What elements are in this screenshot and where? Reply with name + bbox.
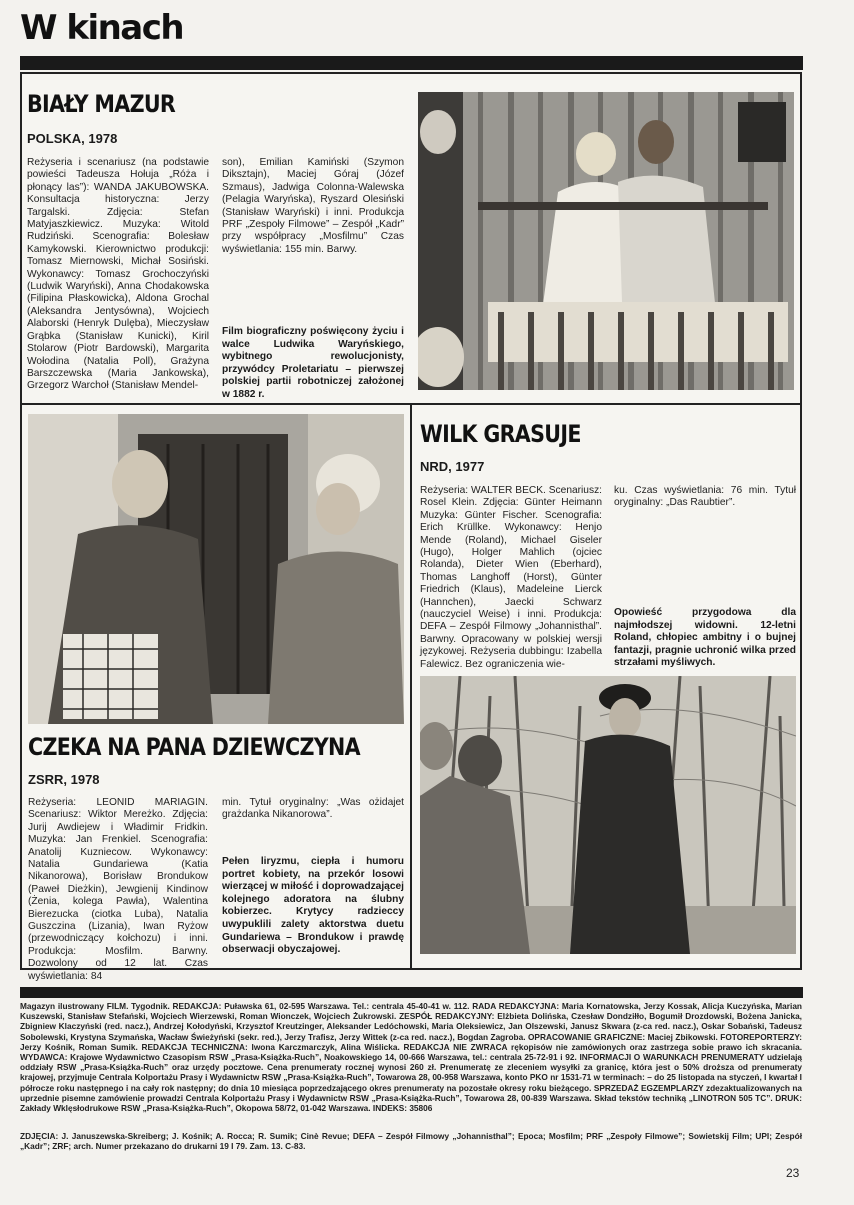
film-still-photo xyxy=(418,92,794,390)
film-credits-col1: Reżyseria i scenariusz (na podstawie powieści Tadeusza Hołuja „Róża i płonący las”): WANDA JAKUBOWSKA. Konsultacja historyczna: Jerzy Targalski. Zdjęcia: Stefan Matyjaszkiewicz. Muzyka: Witold Rudziński. Scenografia: Bolesław Kamykowski. Kierownictwo produkcji: Tomasz Miernowski, Michał Sosiński. Wykonawcy: Tomasz Grochoczyński (Ludwik Waryński), Anna Chodakowska (Filipina Płaskowicka), Aldona Grochal (Aleksandra Jentysówna), Wojciech Alaborski (Henryk Dulęba), Mieczysław Grąbka (Stanisław Kunicki), Kiril Stolarow (Piotr Bardowski), Margarita Wołodina (Natalia Poll), Grażyna Barszczewska (Maria Jankowska), Grzegorz Warchoł (Stanisław Mendel- xyxy=(27,157,209,392)
film-title: WILK GRASUJE xyxy=(420,420,581,448)
film-synopsis: Pełen liryzmu, ciepła i humoru portret kobiety, na przekór losowi wierzącej w miłość i doprowadzającej kolejnego adoratora na ślubny kobierzec. Krytycy radzieccy uwypuklili zalety aktorstwa duetu Gundariewa – Brondukow i prawdę obserwacji obyczajowej. xyxy=(222,856,404,956)
top-rule xyxy=(20,56,803,70)
film-title: BIAŁY MAZUR xyxy=(27,90,176,118)
film-still-image xyxy=(420,676,796,954)
divider-vertical xyxy=(410,403,412,970)
film-credits-col1: Reżyseria: LEONID MARIAGIN. Scenariusz: Wiktor Mereżko. Zdjęcia: Jurij Awdiejew i Władimir Fridkin. Muzyka: Jan Frenkiel. Scenografia: Anatolij Kuzniecow. Wykonawcy: Natalia Gundariewa (Katia Nikanorowa), Borisław Brondukow (Paweł Dieżkin), Jewgienij Kindinow (Żenia, kolega Pawła), Walentina Bierezucka (ciotka Luba), Natalia Guszczina (Lizania), Iwan Ryżow (przewodniczący kołchozu) i inni. Produkcja: Mosfilm. Barwny. Dozwolony od 12 lat. Czas wyświetlania: 84 xyxy=(28,797,208,982)
page-number: 23 xyxy=(786,1166,800,1180)
film-credits-col2: son), Emilian Kamiński (Szymon Diksztajn), Maciej Góraj (Józef Szmaus), Jadwiga Colonna-Walewska (Pelagia Waryńska), Ryszard Olesiński (Stanisław Waryński) i inni. Produkcja PRF „Zespoły Filmowe” – Zespół „Kadr” przy współpracy „Mosfilmu” Czas wyświetlania: 155 min. Barwy. xyxy=(222,157,404,255)
film-still-photo xyxy=(420,676,796,954)
film-credits-col2: ku. Czas wyświetlania: 76 min. Tytuł oryginalny: „Das Raubtier”. xyxy=(614,485,796,509)
film-country-year: NRD, 1977 xyxy=(420,459,485,474)
film-country-year: ZSRR, 1978 xyxy=(28,772,100,787)
film-title: CZEKA NA PANA DZIEWCZYNA xyxy=(28,733,360,761)
film-synopsis: Film biograficzny poświęcony życiu i walce Ludwika Waryńskiego, wybitnego rewolucjonisty, przywódcy Proletariatu – pierwszej polskiej partii robotniczej założonej w 1882 r. xyxy=(222,326,404,400)
film-still-image xyxy=(28,414,404,724)
film-country-year: POLSKA, 1978 xyxy=(27,131,118,146)
film-credits-col1: Reżyseria: WALTER BECK. Scenariusz: Rosel Klein. Zdjęcia: Günter Heimann Muzyka: Günter Fischer. Scenografia: Erich Krüllke. Wykonawcy: Henjo Mende (Roland), Michael Giseler (Hugo), Holger Mahlich (ojciec Rolanda), Dieter Wien (Eberhard), Thomas Langhoff (Horst), Günter Friedrich (Klaus), Madeleine Lierck (Hannchen), Jaecki Schwarz (nauczyciel Weise) i inni. Produkcja: DEFA – Zespół Filmowy „Johannisthal”. Barwny. Opracowany w polskiej wersji językowej. Reżyseria dubbingu: Izabella Falewicz. Bez ograniczenia wie- xyxy=(420,485,602,670)
photo-credits: ZDJĘCIA: J. Januszewska-Skreiberg; J. Kośnik; A. Rocca; R. Sumik; Cinè Revue; DEFA – Zespół Filmowy „Johannisthal”; Epoca; Mosfilm; PRF „Zespoły Filmowe”; Sowietskij Film; UPI; Zespół „Kadr”; ZRF; arch. Numer przekazano do drukarni 19 I 79. Zam. 13. C-83. xyxy=(20,1131,802,1152)
film-credits-col2: min. Tytuł oryginalny: „Was ożidajet grażdanka Nikanorowa”. xyxy=(222,797,404,821)
film-still-image xyxy=(418,92,794,390)
film-still-photo xyxy=(28,414,404,724)
bottom-rule xyxy=(20,987,803,998)
film-synopsis: Opowieść przygodowa dla najmłodszej widowni. 12-letni Roland, chłopiec ambitny i o bujnej fantazji, pragnie uchronić wilka przed strzałami myśliwych. xyxy=(614,607,796,669)
section-heading: W kinach xyxy=(20,8,184,48)
colophon: Magazyn ilustrowany FILM. Tygodnik. REDAKCJA: Puławska 61, 02-595 Warszawa. Tel.: centrala 45-40-41 w. 112. RADA REDAKCYJNA: Maria Kornatowska, Jerzy Kossak, Alicja Kuczyńska, Marian Kuszewski, Stanisław Stefański, Wojciech Wierzewski, Roman Wionczek, Wojciech Żukrowski. ZESPÓŁ REDAKCYJNY: Elżbieta Dolińska, Czesław Dondziłło, Bogumił Drozdowski, Bożena Janicka, Zbigniew Klaczyński (red. nacz.), Andrzej Kołodyński, Krzysztof Kreutzinger, Aleksander Ledóchowski, Maria Oleksiewicz, Jan Olszewski, Janusz Skwara (z-ca red. nacz.), Oskar Sobański, Tadeusz Sobolewski, Krystyna Szymańska, Wacław Świeżyński (sekr. red.), Jerzy Trafisz, Jerzy Wittek (z-ca red. nacz.), Bogdan Zagroba. OPRACOWANIE GRAFICZNE: Maciej Zbikowski. FOTOREPORTERZY: Jerzy Kośnik, Roman Sumik. REDAKCJA TECHNICZNA: Iwona Karczmarczyk, Alina Wiślicka. REDAKCJA NIE ZWRACA rękopisów nie zamówionych oraz zastrzega sobie prawo ich skracania. WYDAWCA: Krajowe Wydawnictwo Czasopism RSW „Prasa-Książka-Ruch”, Noakowskiego 14, 00-666 Warszawa, tel.: centrala 25-72-91 i 92. INFORMACJI O WARUNKACH PRENUMERATY udzielają oddziały RSW „Prasa-Książka-Ruch” oraz urzędy pocztowe. Cena prenumeraty rocznej wynosi 260 zł. Prenumeratę ze zleceniem wysyłki za granicę, która jest o 50% droższa od prenumeraty krajowej, przyjmuje Centrala Kolportażu Prasy i Wydawnictw RSW „Prasa-Książka-Ruch”, Towarowa 28, 00-958 Warszawa, konto PKO nr 1531-71 w terminach: – do 25 listopada na styczeń, I kwartał I półrocze roku następnego i na cały rok następny; do dnia 10 miesiąca poprzedzającego okres prenumeraty na pozostałe okresy roku bieżącego. SPRZEDAŻ EGZEMPLARZY zdezaktualizowanych na uprzednie pisemne zamówienie prowadzi Centrala Kolportażu Prasy i Wydawnictw RSW „Prasa-Książka-Ruch”, Towarowa 28, 00-839 Warszawa. Skład tekstów techniką „LINOTRON 505 TC”. DRUK: Zakłady Wklęsłodrukowe RSW „Prasa-Książka-Ruch”, Okopowa 58/72, 01-042 Warszawa. INDEKS: 35806 xyxy=(20,1001,802,1114)
